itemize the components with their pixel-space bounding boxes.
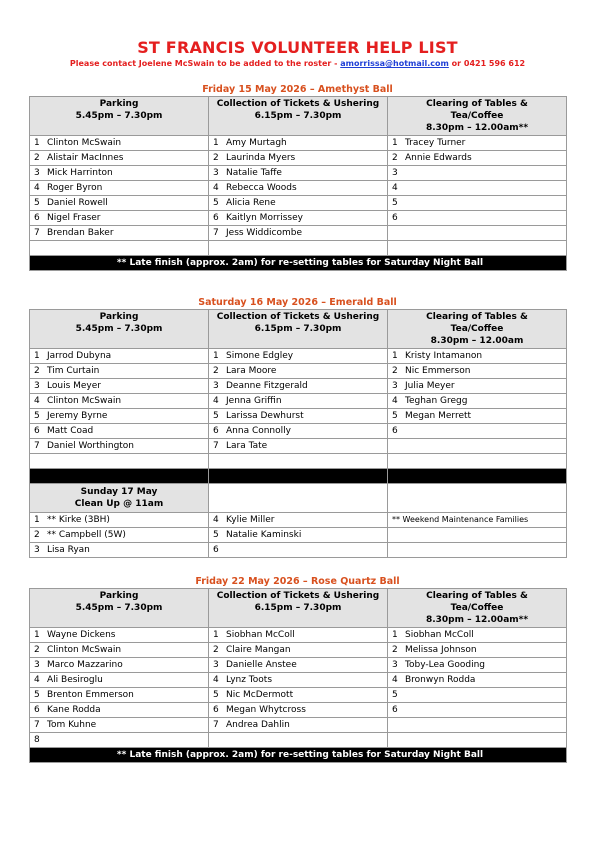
slot-number: 4 xyxy=(34,675,40,685)
late-finish-note-row xyxy=(30,256,567,271)
parking-cell xyxy=(30,703,209,718)
volunteer-name: Larissa Dewhurst xyxy=(226,411,304,421)
slot-number: 5 xyxy=(213,690,219,700)
tickets-cell xyxy=(209,379,388,394)
contact-suffix: or 0421 596 612 xyxy=(448,59,526,68)
slot-number: 5 xyxy=(34,411,40,421)
slot-number: 1 xyxy=(392,630,398,640)
roster-table-friday22 xyxy=(29,588,567,763)
slot-number: 4 xyxy=(34,183,40,193)
parking-cell xyxy=(30,424,209,439)
parking-cell xyxy=(30,733,209,748)
table-row xyxy=(30,454,567,469)
slot-number: 7 xyxy=(34,720,40,730)
parking-cell xyxy=(30,628,209,643)
slot-number: 1 xyxy=(392,138,398,148)
clearing-cell xyxy=(388,643,567,658)
tickets-cell xyxy=(209,151,388,166)
maintenance-note: ** Weekend Maintenance Families xyxy=(388,513,567,528)
table-row xyxy=(30,643,567,658)
volunteer-name: Rebecca Woods xyxy=(226,183,297,193)
contact-email-link[interactable]: amorrissa@hotmail.com xyxy=(340,59,449,68)
volunteer-name: Claire Mangan xyxy=(226,645,291,655)
page-title: ST FRANCIS VOLUNTEER HELP LIST xyxy=(137,38,458,57)
parking-cell xyxy=(30,718,209,733)
volunteer-name: Daniel Rowell xyxy=(47,198,108,208)
parking-cell xyxy=(30,658,209,673)
volunteer-name: Bronwyn Rodda xyxy=(405,675,476,685)
table-row xyxy=(30,226,567,241)
volunteer-name: Jarrod Dubyna xyxy=(47,351,112,361)
tickets-cell xyxy=(209,658,388,673)
late-finish-note-row xyxy=(30,748,567,763)
volunteer-name: Amy Murtagh xyxy=(226,138,287,148)
volunteer-name: Matt Coad xyxy=(47,426,94,436)
volunteer-name: Melissa Johnson xyxy=(405,645,477,655)
table-row xyxy=(30,543,567,558)
table-header-row xyxy=(30,97,567,136)
slot-number: 4 xyxy=(213,183,219,193)
slot-number: 4 xyxy=(34,396,40,406)
contact-prefix: Please contact Joelene McSwain to be added to the roster - xyxy=(69,59,341,68)
table-row xyxy=(30,151,567,166)
volunteer-name: Kristy Intamanon xyxy=(405,351,483,361)
volunteer-name: ** Campbell (5W) xyxy=(47,530,126,540)
slot-number: 6 xyxy=(213,426,219,436)
slot-number: 6 xyxy=(34,426,40,436)
slot-number: 1 xyxy=(213,351,219,361)
cleanup-cell-2 xyxy=(209,513,388,528)
section-title-friday22: Friday 22 May 2026 – Rose Quartz Ball xyxy=(195,576,400,587)
parking-cell xyxy=(30,181,209,196)
slot-number: 5 xyxy=(392,198,398,208)
volunteer-name: Clinton McSwain xyxy=(47,645,122,655)
clearing-cell xyxy=(388,166,567,181)
volunteer-name: Anna Connolly xyxy=(226,426,291,436)
slot-number: 1 xyxy=(34,630,40,640)
tickets-cell xyxy=(209,166,388,181)
volunteer-name: Lara Tate xyxy=(226,441,268,451)
clearing-cell xyxy=(388,349,567,364)
slot-number: 3 xyxy=(213,660,219,670)
clearing-cell xyxy=(388,379,567,394)
clearing-cell xyxy=(388,733,567,748)
volunteer-name: Nic Emmerson xyxy=(405,366,471,376)
table-row xyxy=(30,196,567,211)
parking-header: Parking 5.45pm – 7.30pm xyxy=(30,97,209,136)
volunteer-name: Andrea Dahlin xyxy=(226,720,290,730)
slot-number: 2 xyxy=(34,530,40,540)
parking-cell xyxy=(30,688,209,703)
clearing-cell xyxy=(388,439,567,454)
volunteer-name: Lisa Ryan xyxy=(47,545,90,555)
volunteer-name: Lynz Toots xyxy=(226,675,273,685)
parking-cell xyxy=(30,211,209,226)
parking-cell xyxy=(30,409,209,424)
parking-cell xyxy=(30,196,209,211)
slot-number: 5 xyxy=(34,198,40,208)
roster-table-saturday16 xyxy=(29,309,567,558)
slot-number: 8 xyxy=(34,735,40,745)
cleanup-cell-2 xyxy=(209,543,388,558)
table-row xyxy=(30,703,567,718)
slot-number: 6 xyxy=(34,213,40,223)
parking-cell xyxy=(30,673,209,688)
slot-number: 3 xyxy=(34,168,40,178)
table-header-row xyxy=(30,589,567,628)
cleanup-cell xyxy=(30,513,209,528)
parking-cell xyxy=(30,643,209,658)
tickets-cell xyxy=(209,409,388,424)
volunteer-name: Danielle Anstee xyxy=(226,660,297,670)
clearing-cell xyxy=(388,151,567,166)
volunteer-name: Kane Rodda xyxy=(47,705,101,715)
table-row xyxy=(30,718,567,733)
tickets-cell xyxy=(209,673,388,688)
tickets-cell xyxy=(209,136,388,151)
slot-number: 5 xyxy=(34,690,40,700)
volunteer-name: Kylie Miller xyxy=(226,515,275,525)
parking-cell xyxy=(30,166,209,181)
table-row xyxy=(30,241,567,256)
slot-number: 3 xyxy=(392,660,398,670)
clearing-cell xyxy=(388,703,567,718)
volunteer-name: Megan Merrett xyxy=(405,411,472,421)
volunteer-name: Siobhan McColl xyxy=(226,630,295,640)
slot-number: 6 xyxy=(392,705,398,715)
slot-number: 4 xyxy=(392,183,398,193)
clearing-cell xyxy=(388,628,567,643)
tickets-cell xyxy=(209,349,388,364)
section-title-friday15: Friday 15 May 2026 – Amethyst Ball xyxy=(202,84,393,95)
parking-header: Parking 5.45pm – 7.30pm xyxy=(30,589,209,628)
slot-number: 5 xyxy=(213,198,219,208)
slot-number: 3 xyxy=(213,381,219,391)
tickets-cell xyxy=(209,424,388,439)
volunteer-name: Mick Harrinton xyxy=(47,168,113,178)
parking-cell xyxy=(30,226,209,241)
cleanup-header-row xyxy=(30,484,567,513)
volunteer-name: Jenna Griffin xyxy=(226,396,282,406)
slot-number: 1 xyxy=(213,630,219,640)
tickets-cell xyxy=(209,733,388,748)
table-row xyxy=(30,364,567,379)
slot-number: 1 xyxy=(213,138,219,148)
volunteer-name: Marco Mazzarino xyxy=(47,660,123,670)
slot-number: 2 xyxy=(392,366,398,376)
slot-number: 2 xyxy=(392,645,398,655)
table-row xyxy=(30,181,567,196)
slot-number: 6 xyxy=(213,545,219,555)
tickets-cell xyxy=(209,688,388,703)
slot-number: 2 xyxy=(34,153,40,163)
tickets-header: Collection of Tickets & Ushering 6.15pm – 7.30pm xyxy=(209,97,388,136)
table-row xyxy=(30,439,567,454)
clearing-header: Clearing of Tables & Tea/Coffee 8.30pm – 12.00am xyxy=(388,310,567,349)
volunteer-name: Nigel Fraser xyxy=(47,213,101,223)
parking-cell xyxy=(30,379,209,394)
table-row xyxy=(30,628,567,643)
volunteer-name: Siobhan McColl xyxy=(405,630,474,640)
volunteer-name: Natalie Kaminski xyxy=(226,530,302,540)
contact-line xyxy=(0,59,595,68)
slot-number: 6 xyxy=(392,426,398,436)
slot-number: 4 xyxy=(392,396,398,406)
slot-number: 7 xyxy=(213,441,219,451)
volunteer-name: Natalie Taffe xyxy=(226,168,282,178)
clearing-cell xyxy=(388,688,567,703)
late-finish-note: ** Late finish (approx. 2am) for re-setting tables for Saturday Night Ball xyxy=(30,256,567,271)
volunteer-name: Roger Byron xyxy=(47,183,103,193)
clearing-cell xyxy=(388,226,567,241)
volunteer-name: Julia Meyer xyxy=(405,381,455,391)
slot-number: 2 xyxy=(213,153,219,163)
cleanup-cell xyxy=(30,543,209,558)
table-row xyxy=(30,733,567,748)
clearing-header: Clearing of Tables & Tea/Coffee 8.30pm – 12.00am** xyxy=(388,589,567,628)
volunteer-name: Jess Widdicombe xyxy=(226,228,303,238)
parking-cell xyxy=(30,136,209,151)
slot-number: 6 xyxy=(392,213,398,223)
table-header-row xyxy=(30,310,567,349)
volunteer-name: Deanne Fitzgerald xyxy=(226,381,308,391)
slot-number: 7 xyxy=(213,720,219,730)
volunteer-name: Jeremy Byrne xyxy=(47,411,108,421)
tickets-cell xyxy=(209,718,388,733)
slot-number: 5 xyxy=(392,690,398,700)
section-title-saturday16: Saturday 16 May 2026 – Emerald Ball xyxy=(198,297,397,308)
tickets-cell xyxy=(209,181,388,196)
volunteer-name: ** Kirke (3BH) xyxy=(47,515,110,525)
slot-number: 5 xyxy=(392,411,398,421)
slot-number: 1 xyxy=(392,351,398,361)
clearing-cell xyxy=(388,424,567,439)
volunteer-name: Laurinda Myers xyxy=(226,153,296,163)
tickets-cell xyxy=(209,196,388,211)
slot-number: 7 xyxy=(213,228,219,238)
slot-number: 3 xyxy=(34,545,40,555)
volunteer-name: Annie Edwards xyxy=(405,153,472,163)
volunteer-name: Nic McDermott xyxy=(226,690,294,700)
slot-number: 5 xyxy=(213,411,219,421)
parking-cell xyxy=(30,394,209,409)
volunteer-name: Louis Meyer xyxy=(47,381,101,391)
volunteer-name: Tim Curtain xyxy=(47,366,100,376)
tickets-cell xyxy=(209,439,388,454)
cleanup-cell-2 xyxy=(209,528,388,543)
table-row xyxy=(30,424,567,439)
clearing-cell xyxy=(388,364,567,379)
slot-number: 3 xyxy=(392,168,398,178)
slot-number: 4 xyxy=(213,675,219,685)
table-row xyxy=(30,136,567,151)
cleanup-cell xyxy=(30,528,209,543)
slot-number: 3 xyxy=(392,381,398,391)
parking-header: Parking 5.45pm – 7.30pm xyxy=(30,310,209,349)
tickets-cell xyxy=(209,226,388,241)
volunteer-name: Kaitlyn Morrissey xyxy=(226,213,303,223)
parking-cell xyxy=(30,364,209,379)
tickets-cell xyxy=(209,643,388,658)
volunteer-name: Brenton Emmerson xyxy=(47,690,134,700)
parking-cell xyxy=(30,349,209,364)
slot-number: 3 xyxy=(213,168,219,178)
volunteer-name: Toby-Lea Gooding xyxy=(405,660,485,670)
slot-number: 6 xyxy=(34,705,40,715)
slot-number: 2 xyxy=(213,645,219,655)
slot-number: 4 xyxy=(392,675,398,685)
parking-cell xyxy=(30,439,209,454)
divider-row xyxy=(30,469,567,484)
clearing-cell xyxy=(388,394,567,409)
volunteer-name: Teghan Gregg xyxy=(405,396,468,406)
volunteer-name: Daniel Worthington xyxy=(47,441,135,451)
slot-number: 1 xyxy=(34,515,40,525)
slot-number: 1 xyxy=(34,351,40,361)
volunteer-name: Tom Kuhne xyxy=(47,720,97,730)
maintenance-note xyxy=(388,543,567,558)
volunteer-name: Clinton McSwain xyxy=(47,396,122,406)
clearing-cell xyxy=(388,673,567,688)
table-row xyxy=(30,513,567,528)
late-finish-note: ** Late finish (approx. 2am) for re-setting tables for Saturday Night Ball xyxy=(30,748,567,763)
slot-number: 4 xyxy=(213,396,219,406)
clearing-cell xyxy=(388,211,567,226)
table-row xyxy=(30,349,567,364)
clearing-cell xyxy=(388,718,567,733)
slot-number: 3 xyxy=(34,381,40,391)
volunteer-name: Alicia Rene xyxy=(226,198,276,208)
volunteer-name: Megan Whytcross xyxy=(226,705,306,715)
table-row xyxy=(30,211,567,226)
slot-number: 2 xyxy=(213,366,219,376)
clearing-cell xyxy=(388,181,567,196)
tickets-cell xyxy=(209,364,388,379)
volunteer-name: Brendan Baker xyxy=(47,228,114,238)
table-row xyxy=(30,658,567,673)
slot-number: 4 xyxy=(213,515,219,525)
table-row xyxy=(30,688,567,703)
clearing-header: Clearing of Tables & Tea/Coffee 8.30pm – 12.00am** xyxy=(388,97,567,136)
parking-cell xyxy=(30,151,209,166)
roster-table-friday15 xyxy=(29,96,567,271)
slot-number: 6 xyxy=(213,213,219,223)
volunteer-name: Tracey Turner xyxy=(405,138,466,148)
clearing-cell xyxy=(388,658,567,673)
tickets-cell xyxy=(209,703,388,718)
slot-number: 2 xyxy=(34,645,40,655)
tickets-cell xyxy=(209,628,388,643)
clearing-cell xyxy=(388,136,567,151)
volunteer-name: Lara Moore xyxy=(226,366,277,376)
tickets-cell xyxy=(209,211,388,226)
slot-number: 2 xyxy=(34,366,40,376)
clearing-cell xyxy=(388,409,567,424)
table-row xyxy=(30,409,567,424)
table-row xyxy=(30,166,567,181)
table-row xyxy=(30,673,567,688)
slot-number: 6 xyxy=(213,705,219,715)
slot-number: 1 xyxy=(34,138,40,148)
maintenance-note xyxy=(388,528,567,543)
table-row xyxy=(30,528,567,543)
slot-number: 7 xyxy=(34,228,40,238)
table-row xyxy=(30,394,567,409)
tickets-header: Collection of Tickets & Ushering 6.15pm – 7.30pm xyxy=(209,589,388,628)
slot-number: 5 xyxy=(213,530,219,540)
tickets-cell xyxy=(209,394,388,409)
clearing-cell xyxy=(388,196,567,211)
cleanup-header: Sunday 17 May Clean Up @ 11am xyxy=(30,484,209,513)
volunteer-name: Alistair MacInnes xyxy=(47,153,124,163)
table-row xyxy=(30,379,567,394)
volunteer-name: Clinton McSwain xyxy=(47,138,122,148)
slot-number: 3 xyxy=(34,660,40,670)
volunteer-name: Simone Edgley xyxy=(226,351,294,361)
volunteer-name: Wayne Dickens xyxy=(47,630,116,640)
tickets-header: Collection of Tickets & Ushering 6.15pm – 7.30pm xyxy=(209,310,388,349)
slot-number: 2 xyxy=(392,153,398,163)
slot-number: 7 xyxy=(34,441,40,451)
volunteer-name: Ali Besiroglu xyxy=(47,675,103,685)
